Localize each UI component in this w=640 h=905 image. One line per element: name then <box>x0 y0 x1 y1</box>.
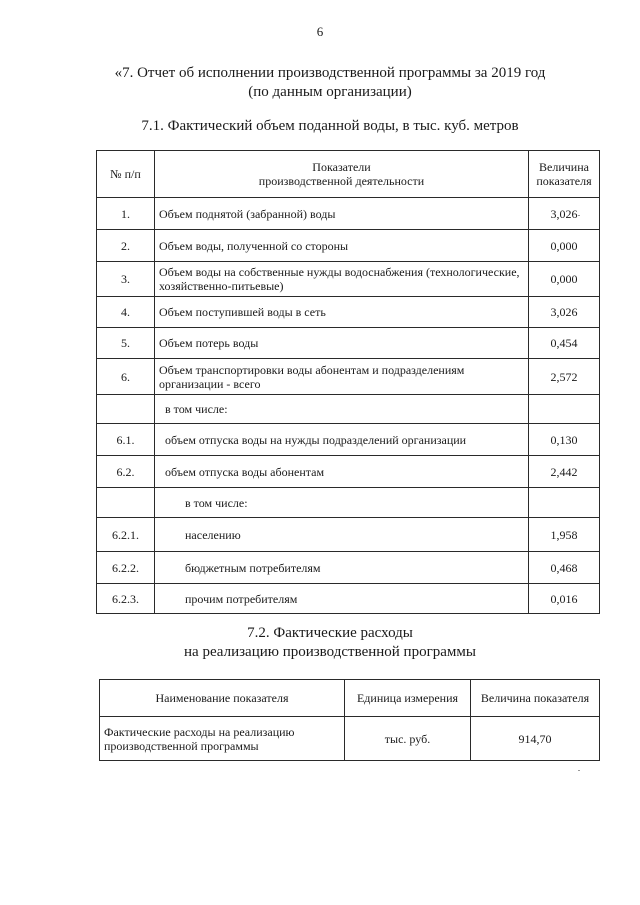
table-row <box>97 198 600 230</box>
row-name: бюджетным потребителям <box>155 552 529 584</box>
table-row <box>97 456 600 488</box>
row-num: 6.2.1. <box>97 518 155 552</box>
table-header-row <box>100 680 600 717</box>
header-value-line1: Величина <box>539 160 589 174</box>
row-name: Объем воды, полученной со стороны <box>155 230 529 262</box>
row-num: 5. <box>97 328 155 359</box>
row-name: объем отпуска воды на нужды подразделений организации <box>155 424 529 456</box>
row-name: Фактические расходы на реализацию производственной программы <box>100 717 345 761</box>
row-value: 3,026 <box>529 297 600 328</box>
row-value: 3,026 <box>529 198 600 230</box>
row-value: 1,958 <box>529 518 600 552</box>
table-row <box>97 552 600 584</box>
report-title-line2: (по данным организации) <box>248 84 412 100</box>
row-value <box>529 395 600 424</box>
row-num: 1. <box>97 198 155 230</box>
table-row <box>97 328 600 359</box>
row-name: объем отпуска воды абонентам <box>155 456 529 488</box>
section-7-2-title-line1: 7.2. Фактические расходы <box>247 625 413 641</box>
row-num: 2. <box>97 230 155 262</box>
row-num: 3. <box>97 262 155 297</box>
table-row <box>97 488 600 518</box>
row-name: Объем поднятой (забранной) воды <box>155 198 529 230</box>
section-7-2-title-line2: на реализацию производственной программы <box>184 644 476 660</box>
report-title-line1: «7. Отчет об исполнении производственной программы за 2019 год <box>114 65 546 81</box>
row-num <box>97 395 155 424</box>
row-num: 6.2.3. <box>97 584 155 614</box>
header-indicator-line1: Показатели <box>312 160 371 174</box>
table-row <box>97 297 600 328</box>
section-7-1-title: 7.1. Фактический объем поданной воды, в тыс. куб. метров <box>141 118 519 134</box>
header-num: № п/п <box>97 151 155 198</box>
header-unit: Единица измерения <box>345 680 471 717</box>
page-number: 6 <box>316 24 324 39</box>
table-row <box>97 359 600 395</box>
header-indicator-name: Наименование показателя <box>100 680 345 717</box>
row-value: 0,468 <box>529 552 600 584</box>
row-unit: тыс. руб. <box>345 717 471 761</box>
table-row <box>100 717 600 761</box>
table-row <box>97 584 600 614</box>
row-value: 0,000 <box>529 230 600 262</box>
header-indicator-line2: производственной деятельности <box>258 174 425 188</box>
table-row <box>97 395 600 424</box>
table-row <box>97 424 600 456</box>
row-value: 2,572 <box>529 359 600 395</box>
table-row <box>97 262 600 297</box>
row-value: 0,454 <box>529 328 600 359</box>
header-indicator <box>155 151 529 198</box>
table-row <box>97 230 600 262</box>
table-row <box>97 518 600 552</box>
row-num <box>97 488 155 518</box>
scan-speck <box>578 215 580 216</box>
row-value: 0,000 <box>529 262 600 297</box>
row-value: 914,70 <box>471 717 600 761</box>
section-7-2-title <box>90 624 570 662</box>
row-value: 0,130 <box>529 424 600 456</box>
row-num: 6.2.2. <box>97 552 155 584</box>
row-num: 6. <box>97 359 155 395</box>
row-name: Объем транспортировки воды абонентам и подразделениям организации - всего <box>155 359 529 395</box>
water-volume-table <box>96 150 600 614</box>
row-num: 6.1. <box>97 424 155 456</box>
row-value: 2,442 <box>529 456 600 488</box>
row-name: прочим потребителям <box>155 584 529 614</box>
row-name: в том числе: <box>155 395 529 424</box>
row-num: 4. <box>97 297 155 328</box>
row-name: Объем потерь воды <box>155 328 529 359</box>
scan-speck <box>578 770 580 771</box>
row-name: Объем поступившей воды в сеть <box>155 297 529 328</box>
row-name: в том числе: <box>155 488 529 518</box>
expenses-table <box>99 679 600 761</box>
row-value <box>529 488 600 518</box>
row-name: населению <box>155 518 529 552</box>
header-value-line2: показателя <box>536 174 592 188</box>
row-num: 6.2. <box>97 456 155 488</box>
header-value <box>529 151 600 198</box>
header-value: Величина показателя <box>471 680 600 717</box>
row-value: 0,016 <box>529 584 600 614</box>
report-title <box>90 64 570 102</box>
row-name: Объем воды на собственные нужды водоснабжения (технологические, хозяйственно-питьевые) <box>155 262 529 297</box>
table-header-row <box>97 151 600 198</box>
